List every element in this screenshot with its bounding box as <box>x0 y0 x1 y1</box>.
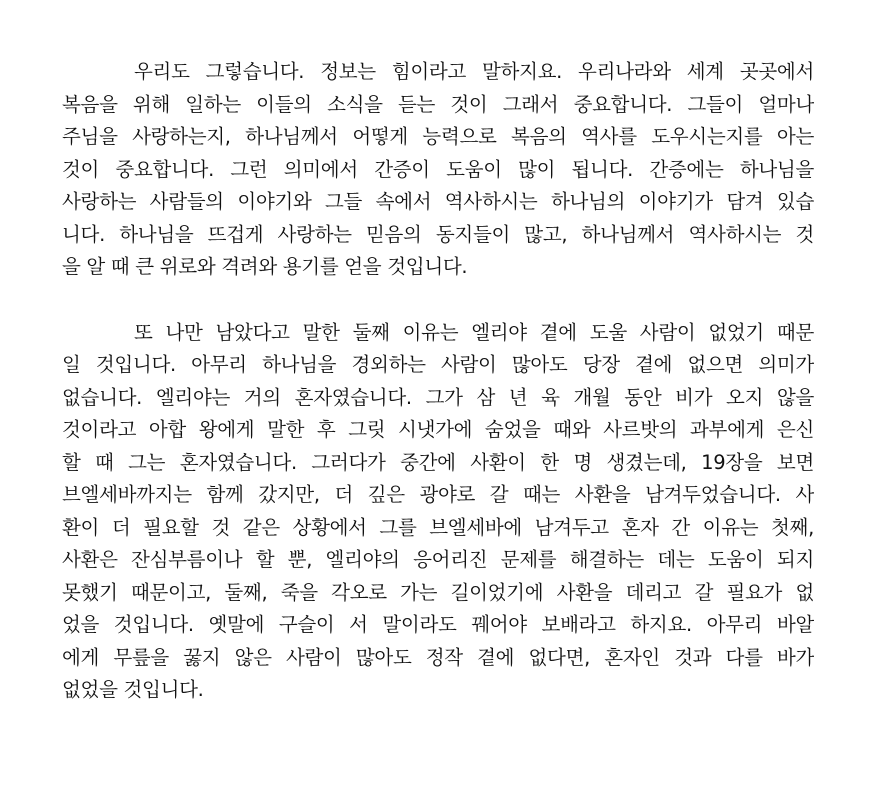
text-line: 할 때 그는 혼자였습니다. 그러다가 중간에 사환이 한 명 생겼는데, 19장을 보면 <box>62 450 814 474</box>
document-body <box>62 56 814 707</box>
text-line: 없었을 것입니다. <box>62 678 204 701</box>
text-line: 일 것입니다. 아무리 하나님을 경외하는 사람이 많아도 당장 곁에 없으면 의미가 <box>62 353 814 376</box>
paragraph-gap <box>62 284 814 317</box>
text-line: 없습니다. 엘리야는 거의 혼자였습니다. 그가 삼 년 육 개월 동안 비가 오지 않을 <box>62 385 814 409</box>
text-line: 을 알 때 큰 위로와 격려와 용기를 얻을 것입니다. <box>62 255 468 278</box>
text-line: 주님을 사랑하는지, 하나님께서 어떻게 능력으로 복음의 역사를 도우시는지를 아는 <box>62 125 814 148</box>
text-line: 브엘세바까지는 함께 갔지만, 더 깊은 광야로 갈 때는 사환을 남겨두었습니다. 사 <box>62 483 814 506</box>
text-line: 에게 무릎을 꿇지 않은 사람이 많아도 정작 곁에 없다면, 혼자인 것과 다를 바가 <box>62 645 814 669</box>
text-line: 환이 더 필요할 것 같은 상황에서 그를 브엘세바에 남겨두고 혼자 간 이유는 첫째, <box>62 515 814 539</box>
text-line: 못했기 때문이고, 둘째, 죽을 각오로 가는 길이었기에 사환을 데리고 갈 필요가 없 <box>62 580 814 604</box>
paragraph-2 <box>62 317 814 707</box>
text-line: 사랑하는 사람들의 이야기와 그들 속에서 역사하시는 하나님의 이야기가 담겨 있습 <box>62 190 814 213</box>
text-line: 또 나만 남았다고 말한 둘째 이유는 엘리야 곁에 도울 사람이 없었기 때문 <box>134 320 814 344</box>
text-line: 었을 것입니다. 옛말에 구슬이 서 말이라도 꿰어야 보배라고 하지요. 아무리 바알 <box>62 613 814 636</box>
text-line: 것이 중요합니다. 그런 의미에서 간증이 도움이 많이 됩니다. 간증에는 하나님을 <box>62 157 814 181</box>
text-line: 것이라고 아합 왕에게 말한 후 그릿 시냇가에 숨었을 때와 사르밧의 과부에게 은신 <box>62 418 814 441</box>
text-line: 니다. 하나님을 뜨겁게 사랑하는 믿음의 동지들이 많고, 하나님께서 역사하시는 것 <box>62 222 814 246</box>
text-line: 사환은 잔심부름이나 할 뿐, 엘리야의 응어리진 문제를 해결하는 데는 도움이 되지 <box>62 548 814 571</box>
paragraph-1 <box>62 56 814 284</box>
text-line: 복음을 위해 일하는 이들의 소식을 듣는 것이 그래서 중요합니다. 그들이 얼마나 <box>62 92 814 116</box>
text-line: 우리도 그렇습니다. 정보는 힘이라고 말하지요. 우리나라와 세계 곳곳에서 <box>134 60 814 83</box>
